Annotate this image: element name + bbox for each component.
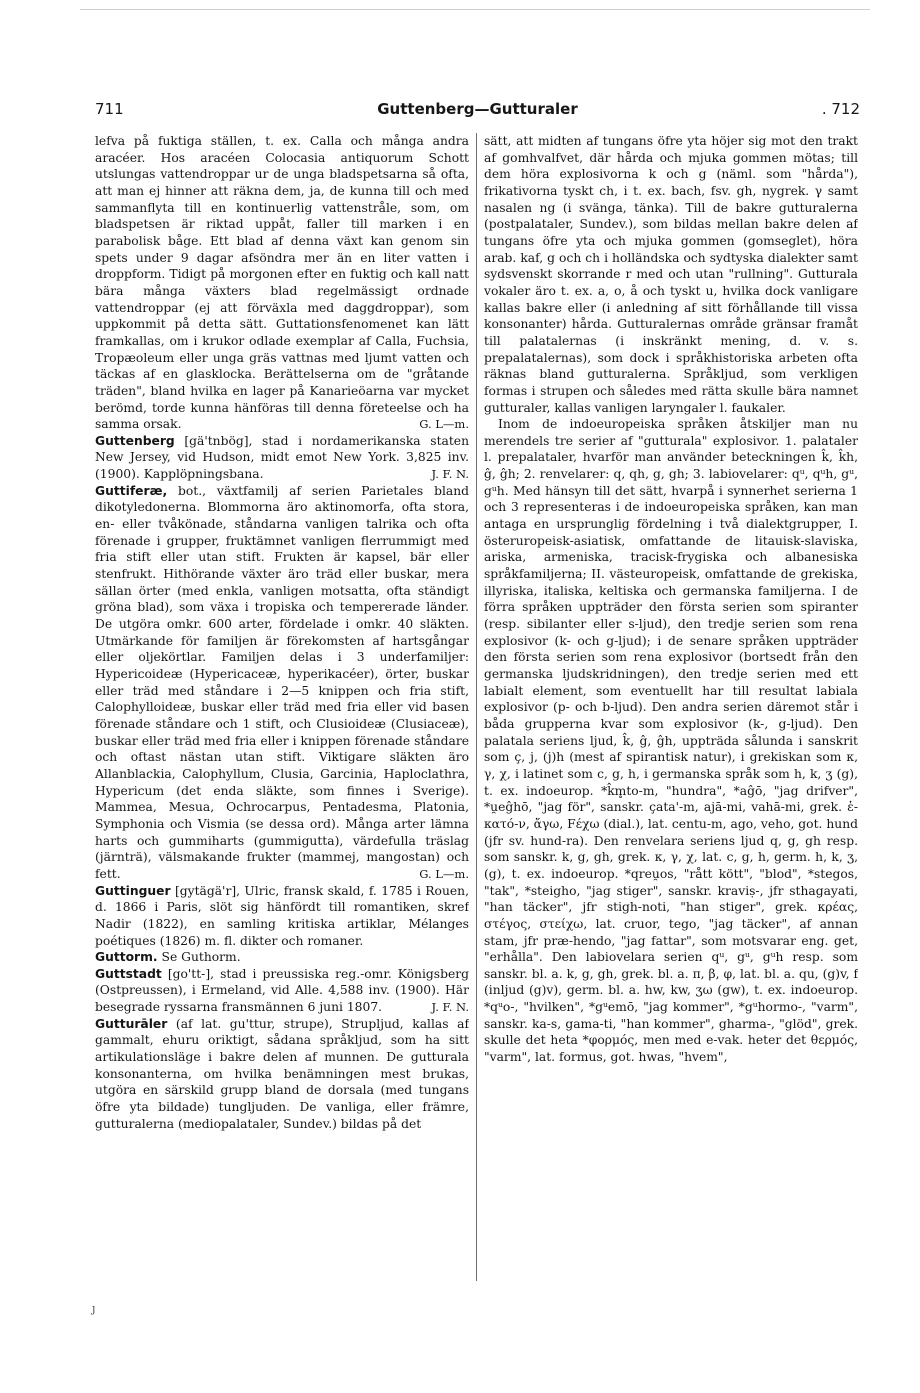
entry-text: lefva på fuktiga ställen, t. ex. Calla och många andra aracéer. Hos aracéen Colocasia antiquorum Schott utslungas vattendroppar ur de unga bladspetsarna så ofta, att man ej hinner att räkna dem, ja, de kunna till och med sammanflyta till en kontinuerlig vattenstråle, som, om bladspetsen är riktad uppåt, faller till marken i en parabolisk båge. Ett blad af denna växt kan genom sin spets under 9 dagar afsöndra mer än en liter vatten i droppform. Tidigt på morgonen efter en fuktig och kall natt bära många växters blad regelmässigt ordnade vattendroppar (ej att förväxla med daggdroppar), som uppkommit på detta sätt. Guttationsfenomenet kan lätt framkallas, om i krukor odlade exemplar af Calla, Fuchsia, Tropæoleum eller unga gräs vattnas med ljumt vatten och täckas af en glasklocka. Berättelserna om de "gråtande träden", bland hvilka en lager på Kanarieöarna var mycket berömd, torde kunna hänföras till denna företeelse och ha samma orsak. (95, 134, 469, 432)
top-scan-rule (80, 9, 870, 10)
column-divider (476, 133, 477, 1281)
entry-guttenberg (95, 433, 469, 483)
entry-guttorm (95, 949, 469, 966)
gutturaler-continued (484, 133, 858, 416)
entry-signature: G. L—m. (419, 417, 469, 432)
left-page-number: 711 (95, 100, 124, 118)
entry-headword: Guttenberg (95, 433, 175, 448)
entry-text: [go'tt-], stad i preussiska reg.-omr. Königsberg (Ostpreussen), i Ermeland, vid Alle. 4,588 inv. (1900). Här besegrade ryssarna fransmännen 6 juni 1807. (95, 966, 469, 1015)
entry-guttinguer (95, 883, 469, 950)
entry-text: bot., växtfamilj af serien Parietales bland dikotyledonerna. Blommorna äro aktinomorfa, ofta stora, en- eller tvåkönade, ståndarna vanligen talrika och ofta förenade i grupper, fruktämnet vanligen flerrummigt med fria stift eller utan stift. Frukten är kapsel, bär eller stenfrukt. Hithörande växter äro träd eller buskar, mera sällan örter (med enkla, vanligen motsatta, ofta ständigt gröna blad), som växa i tropiska och tempererade länder. De utgöra omkr. 600 arter, fördelade i omkr. 40 släkten. Utmärkande för familjen är förekomsten af hartsgångar eller oljekörtlar. Familjen delas i 3 underfamiljer: Hypericoideæ (Hypericaceæ, hyperikacéer), örter, buskar eller träd med ståndare i 2—5 knippen och fria stift, Calophylloideæ, buskar eller träd med fria eller vid basen förenade ståndare och 1 stift, och Clusioideæ (Clusiaceæ), buskar eller träd med fria eller i knippen förenade ståndare och oftast nästan utan stift. Viktigare släkten äro Allanblackia, Calophyllum, Clusia, Garcinia, Haploclathra, Hypericum (det enda släkte, som finnes i Sverige). Mammea, Mesua, Ochrocarpus, Pentadesma, Platonia, Symphonia och Vismia (se dessa ord). Många arter lämna harts och gummiharts (gummigutta), värdefulla träslag (järnträ), välsmakande frukter (mammej, mangostan) och fett. (95, 483, 469, 881)
right-page-number: . 712 (821, 100, 860, 118)
entry-signature: J. F. N. (431, 1000, 469, 1015)
entry-text: sätt, att midten af tungans öfre yta höjer sig mot den trakt af gomhvalfvet, där hårda och mjuka gommen mötas; till dem höra explosivorna k och g (näml. som "hårda"), frikativorna tyskt ch, i t. ex. bach, fsv. gh, nygrek. γ samt nasalen ng (i svänga, tänka). Till de bakre gutturalerna (postpalataler, Sundev.), som bildas mellan bakre delen af tungans öfre yta och mjuka gommen (gomseglet), höra arab. kaf, g och ch i holländska och sydtyska dialekter samt sydsvenskt skorrande r med och utan "rullning". Gutturala vokaler äro t. ex. a, o, å och tyskt u, hvilka dock vanligare kallas bakre eller (i anledning af sitt förhållande till vissa konsonanter) hårda. Gutturalernas område gränsar framåt till palatalernas (i inskränkt mening, d. v. s. prepalatalernas), som dock i språkhistoriska arbeten ofta räknas bland gutturalerna. Språkljud, som verkligen formas i strupen och således med rätta skulle bära namnet gutturaler, kallas vanligen laryngaler l. faukaler. (484, 134, 858, 415)
entry-headword: Gutturāler (95, 1016, 168, 1031)
entry-headword: Guttinguer (95, 883, 171, 898)
right-column (484, 133, 858, 1283)
entry-guttiferae (95, 483, 469, 883)
margin-mark: ȷ (92, 1302, 96, 1315)
entry-continuation (95, 133, 469, 433)
entry-signature: G. L—m. (419, 866, 469, 881)
left-column (95, 133, 469, 1283)
entry-text: [gytägä'r], Ulric, fransk skald, f. 1785 i Rouen, d. 1866 i Paris, slöt sig hänfördt till romantiken, skref Nadir (1822), en samling kritiska artiklar, Mélanges poétiques (1826) m. fl. dikter och romaner. (95, 883, 469, 948)
entry-headword: Guttstadt (95, 966, 162, 981)
entry-guttstadt (95, 966, 469, 1016)
running-header (95, 100, 860, 122)
entry-headword: Guttiferæ, (95, 483, 168, 498)
entry-headword: Guttorm. (95, 950, 158, 965)
entry-text: [gä'tnbög], stad i nordamerikanska staten New Jersey, vid Hudson, midt emot New York. 3,825 inv. (1900). Kapplöpningsbana. (95, 433, 469, 482)
entry-signature: J. F. N. (431, 467, 469, 482)
gutturaler-indoeuropean (484, 416, 858, 1066)
entry-text: (af lat. gu'ttur, strupe), Strupljud, kallas af gammalt, ehuru oriktigt, sådana språkljud, som ha sitt artikulationsläge i bakre delen af munnen. De gutturala konsonanterna, om hvilka benämningen mest brukas, utgöra en särskild grupp bland de dorsala (med tungans öfre yta bildade) tungljuden. De vanliga, eller främre, gutturalerna (mediopalataler, Sundev.) bildas på det (95, 1016, 469, 1131)
running-title: Guttenberg—Gutturaler (377, 100, 578, 118)
entry-text: Inom de indoeuropeiska språken åtskiljer man nu merendels tre serier af "gutturala" explosivor. 1. palataler l. prepalataler, hvarför man använder beteckningen k̂, k̂h, ĝ, ĝh; 2. renvelarer: q, qh, g, gh; 3. labiovelarer: qᵘ, qᵘh, gᵘ, gᵘh. Med hänsyn till det sätt, hvarpå i synnerhet serierna 1 och 3 representeras i de indoeuropeiska språken, kan man antaga en ursprunglig fördelning i två dialektgrupper, I. österuropeisk-asiatisk, omfattande de litauisk-slaviska, ariska, armeniska, tracisk-frygiska och albanesiska språkfamiljerna; II. västeuropeisk, omfattande de grekiska, illyriska, italiska, keltiska och germanska familjerna. I de förra språken uppträder den första serien som spiranter (resp. sibilanter eller s-ljud), den tredje serien som rena explosivor (k- och g-ljud); i de senare språken uppträder den första serien som rena explosivor (bortsedt från den germanska ljudskridningen), den tredje serien med ett labialt element, som eventuellt har till resultat labiala explosivor (p- och b-ljud). Den andra serien däremot står i båda grupperna kvar som explosivor (k-, g-ljud). Den palatala seriens ljud, k̂, ĝ, ĝh, uppträda sålunda i sanskrit som ç, j, (j)h (mest af spirantisk natur), i grekiskan som κ, γ, χ, i latinet som c, g, h, i germanska språk som h, k, ʒ (g), t. ex. indoeurop. *k̂m̥to-m, "hundra", *aĝō, "jag drifver", *u̯eĝhō, "jag för", sanskr. çata'-m, ajā-mi, vahā-mi, grek. ἑ-κατό-ν, ἄγω, Fέχω (dial.), lat. centu-m, ago, veho, got. hund (jfr sv. hund-ra). Den renvelara seriens ljud q, g, gh resp. som sanskr. k, g, gh, grek. κ, γ, χ, lat. c, g, h, germ. h, k, ʒ, (g), t. ex. indoeurop. *qreu̯os, "rått kött", "blod", *stegos, "tak", *steigho, "jag stiger", sanskr. kraviṣ-, jfr sthagayati, "han täcker", jfr stigh-noti, "han stiger", grek. κρέας, στέγος, στείχω, lat. cruor, tego, "jag täcker", af annan stam, jfr præ-hendo, "jag fattar", som motsvarar eng. get, "erhålla". Den labiovelara serien qᵘ, gᵘ, gᵘh resp. som sanskr. bl. a. k, g, gh, grek. bl. a. π, β, φ, lat. bl. a. qu, (g)v, f (inljud (g)v), germ. bl. a. hw, kw, ʒω (gw), t. ex. indoeurop. *qᵘo-, "hvilken", *gᵘemō, "jag kommer", *gᵘhormo-, "varm", sanskr. ka-s, gama-ti, "han kommer", gharma-, "glöd", grek. skulle det heta *φορμός, men med e-vak. heter det θερμός, "varm", lat. formus, got. hwas, "hvem", (484, 417, 858, 1065)
entry-gutturaler (95, 1016, 469, 1133)
entry-text: Se Guthorm. (161, 950, 241, 965)
